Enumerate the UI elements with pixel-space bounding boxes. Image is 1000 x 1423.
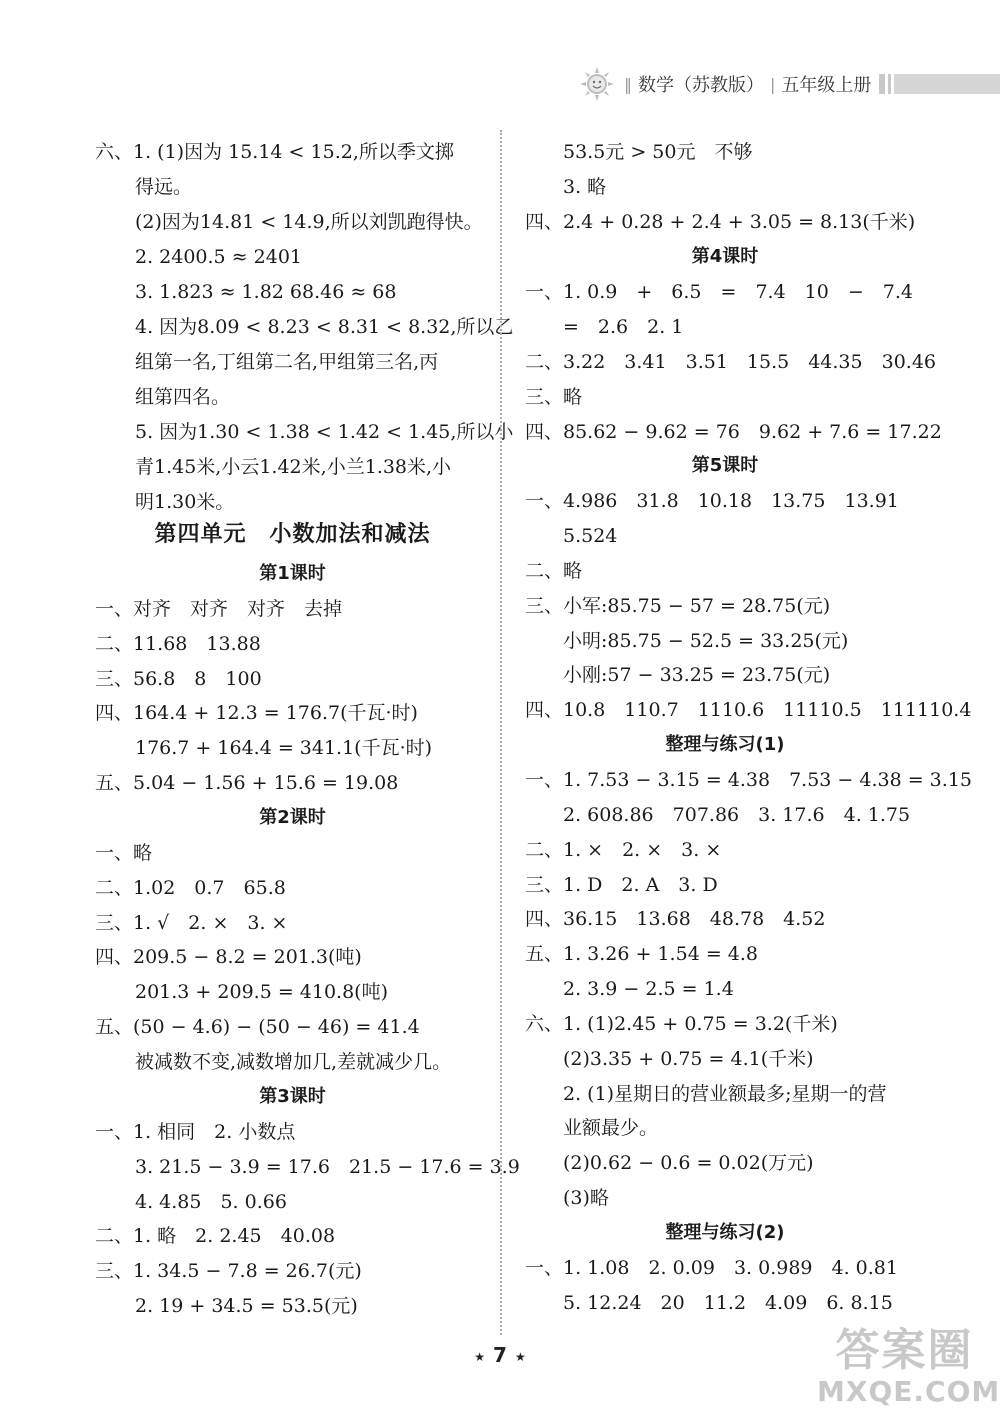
answer-line: 五、(50 − 4.6) − (50 − 46) = 41.4: [95, 1016, 420, 1038]
answer-line: 二、略: [525, 560, 583, 582]
answer-line: 二、3.22 3.41 3.51 15.5 44.35 30.46: [525, 351, 937, 373]
answer-line: 4. 因为8.09 < 8.23 < 8.31 < 8.32,所以乙: [135, 316, 514, 338]
answer-line: 二、11.68 13.88: [95, 633, 261, 655]
answer-line: 四、10.8 110.7 1110.6 11110.5 111110.4: [525, 699, 972, 721]
page-number: 7: [493, 1343, 507, 1367]
answer-line: 四、36.15 13.68 48.78 4.52: [525, 908, 826, 930]
lesson-heading: 整理与练习(2): [665, 1222, 785, 1243]
answer-line: 四、2.4 + 0.28 + 2.4 + 3.05 = 8.13(千米): [525, 211, 916, 233]
answer-line: 五、1. 3.26 + 1.54 = 4.8: [525, 943, 758, 965]
answer-line: 四、164.4 + 12.3 = 176.7(千瓦·时): [95, 702, 418, 724]
answer-line: 三、1. √ 2. × 3. ×: [95, 912, 288, 934]
answer-line: (3)略: [563, 1187, 609, 1209]
header-bar: [879, 74, 1000, 94]
lesson-heading: 第2课时: [259, 807, 326, 828]
answer-line: (2)3.35 + 0.75 = 4.1(千米): [563, 1048, 814, 1070]
answer-line: 三、1. D 2. A 3. D: [525, 874, 718, 896]
answer-line: 2. 2400.5 ≈ 2401: [135, 246, 303, 268]
answer-line: 一、略: [95, 842, 153, 864]
answer-line: 5. 12.24 20 11.2 4.09 6. 8.15: [563, 1292, 893, 1314]
answer-line: 5. 因为1.30 < 1.38 < 1.42 < 1.45,所以小: [135, 421, 514, 443]
answer-line: 176.7 + 164.4 = 341.1(千瓦·时): [135, 737, 433, 759]
answer-line: 二、1. × 2. × 3. ×: [525, 839, 722, 861]
answer-line: 组第一名,丁组第二名,甲组第三名,丙: [135, 351, 439, 373]
answer-line: 二、1.02 0.7 65.8: [95, 877, 286, 899]
answer-line: (2)0.62 − 0.6 = 0.02(万元): [563, 1152, 814, 1174]
answer-line: 5.524: [563, 525, 618, 547]
answer-line: 3. 1.823 ≈ 1.82 68.46 ≈ 68: [135, 281, 397, 303]
header-grade: 五年级上册: [781, 75, 872, 96]
answer-line: 一、1. 0.9 + 6.5 = 7.4 10 − 7.4: [525, 281, 913, 303]
answer-line: 2. (1)星期日的营业额最多;星期一的营: [563, 1083, 887, 1105]
answer-line: 三、略: [525, 386, 583, 408]
answer-line: 被减数不变,减数增加几,差就减少几。: [135, 1051, 452, 1073]
answer-line: 六、1. (1)因为 15.14 < 15.2,所以季文掷: [95, 141, 454, 163]
answer-line: 五、5.04 − 1.56 + 15.6 = 19.08: [95, 772, 399, 794]
header-subject: 数学（苏教版）: [638, 75, 764, 96]
answer-line: 青1.45米,小云1.42米,小兰1.38米,小: [135, 456, 452, 478]
answer-line: 小明:85.75 − 52.5 = 33.25(元): [563, 630, 849, 652]
answer-line: 组第四名。: [135, 386, 231, 408]
answer-line: 四、209.5 − 8.2 = 201.3(吨): [95, 946, 362, 968]
answer-line: 2. 608.86 707.86 3. 17.6 4. 1.75: [563, 804, 911, 826]
answer-line: 小刚:57 − 33.25 = 23.75(元): [563, 664, 831, 686]
watermark-top-text: 答案圈: [835, 1325, 974, 1376]
answer-line: 2. 19 + 34.5 = 53.5(元): [135, 1295, 358, 1317]
unit-title: 第四单元 小数加法和减法: [154, 522, 431, 547]
answer-line: 三、1. 34.5 − 7.8 = 26.7(元): [95, 1260, 362, 1282]
page-header: ‖ 数学（苏教版） | 五年级上册: [580, 64, 1000, 104]
answer-line: 一、1. 1.08 2. 0.09 3. 0.989 4. 0.81: [525, 1257, 898, 1279]
sun-logo-icon: [580, 67, 614, 101]
answer-line: 得远。: [135, 176, 193, 198]
lesson-heading: 第3课时: [259, 1086, 326, 1107]
column-divider: [500, 130, 502, 1335]
answer-line: 四、85.62 − 9.62 = 76 9.62 + 7.6 = 17.22: [525, 421, 942, 443]
answer-line: (2)因为14.81 < 14.9,所以刘凯跑得快。: [135, 211, 483, 233]
watermark-bottom-text: MXQE.COM: [817, 1375, 1000, 1408]
answer-line: 三、56.8 8 100: [95, 668, 262, 690]
answer-line: 3. 21.5 − 3.9 = 17.6 21.5 − 17.6 = 3.9: [135, 1156, 520, 1178]
star-icon: ★: [474, 1349, 486, 1364]
answer-line: 三、小军:85.75 − 57 = 28.75(元): [525, 595, 831, 617]
answer-line: 一、1. 相同 2. 小数点: [95, 1121, 296, 1143]
answer-line: 4. 4.85 5. 0.66: [135, 1191, 287, 1213]
answer-line: 一、4.986 31.8 10.18 13.75 13.91: [525, 490, 899, 512]
answer-line: 2. 3.9 − 2.5 = 1.4: [563, 978, 734, 1000]
lesson-heading: 第4课时: [691, 246, 759, 267]
answer-line: 业额最少。: [563, 1117, 659, 1139]
answer-line: 53.5元 > 50元 不够: [563, 141, 753, 163]
watermark-logo: [817, 1325, 1000, 1417]
answer-line: 201.3 + 209.5 = 410.8(吨): [135, 981, 389, 1003]
lesson-heading: 第5课时: [691, 455, 759, 476]
answer-line: 一、1. 7.53 − 3.15 = 4.38 7.53 − 4.38 = 3.15: [525, 769, 972, 791]
answer-line: 3. 略: [563, 176, 607, 198]
lesson-heading: 整理与练习(1): [665, 734, 785, 755]
answer-line: 六、1. (1)2.45 + 0.75 = 3.2(千米): [525, 1013, 838, 1035]
answer-line: = 2.6 2. 1: [563, 316, 684, 338]
star-icon: ★: [514, 1349, 526, 1364]
answer-line: 明1.30米。: [135, 491, 235, 513]
answer-line: 一、对齐 对齐 对齐 去掉: [95, 598, 343, 620]
lesson-heading: 第1课时: [259, 563, 326, 584]
answer-line: 二、1. 略 2. 2.45 40.08: [95, 1225, 336, 1247]
